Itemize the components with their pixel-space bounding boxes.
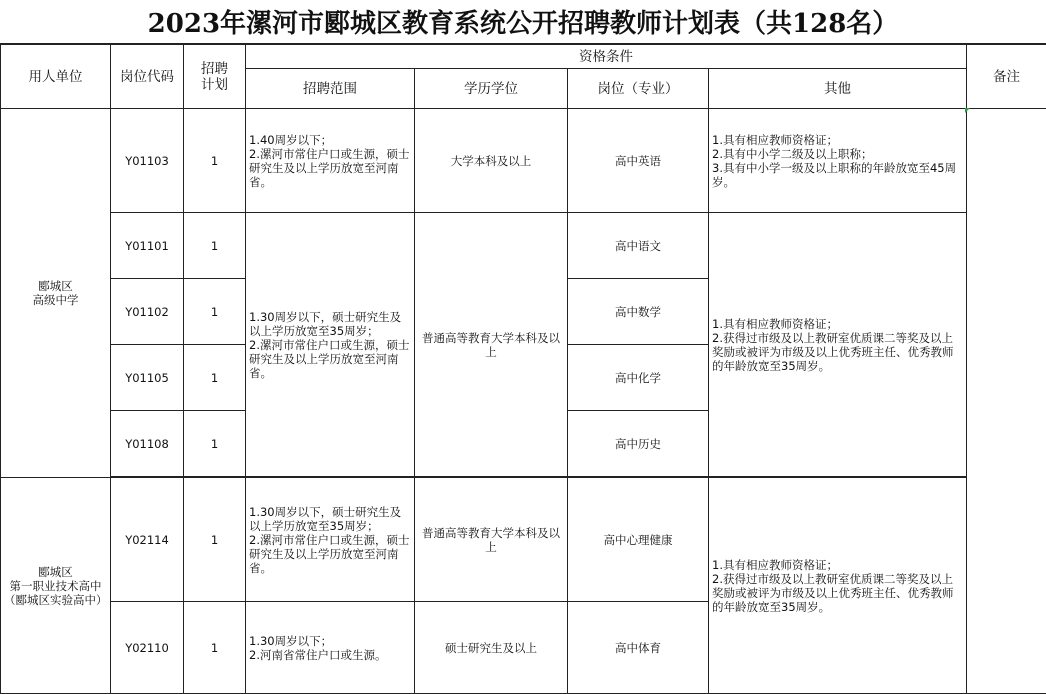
post-plan: 1: [184, 109, 246, 213]
sheet-title: 2023年漯河市郾城区教育系统公开招聘教师计划表（共128名）: [0, 0, 1046, 44]
header-scope: 招聘范围: [246, 69, 415, 109]
post-code: Y01102: [111, 279, 184, 345]
post-code: Y01108: [111, 411, 184, 477]
recruit-scope-text: 1.30周岁以下； 2.河南省常住户口或生源。: [249, 633, 387, 662]
post-subject: 高中心理健康: [568, 478, 709, 602]
other-req: [709, 213, 967, 477]
remark-cell: [967, 109, 1046, 694]
header-code: 岗位代码: [111, 45, 184, 109]
recruit-scope: [246, 478, 415, 602]
education-req: 普通高等教育大学本科及以上: [415, 478, 568, 602]
post-plan: 1: [184, 411, 246, 477]
post-subject: 高中历史: [568, 411, 709, 477]
post-code: Y02110: [111, 602, 184, 694]
other-req-text: 1.具有相应教师资格证； 2.具有中小学二级及以上职称； 3.具有中小学一级及以上职称的年龄放宽至45周岁。: [712, 132, 957, 189]
post-plan: 1: [184, 279, 246, 345]
post-code: Y01103: [111, 109, 184, 213]
recruit-scope: [246, 602, 415, 694]
header-plan-text: 招聘 计划: [201, 60, 228, 93]
header-remark: 备注: [967, 45, 1046, 109]
header-qualifications: 资格条件: [246, 45, 967, 69]
unit-name-text: 郾城区 第一职业技术高中 （郾城区实验高中）: [4, 564, 108, 607]
education-req: 普通高等教育大学本科及以上: [415, 213, 568, 477]
recruit-scope-text: 1.30周岁以下，硕士研究生及以上学历放宽至35周岁； 2.漯河市常住户口或生源，硕士研究生及以上学历放宽至河南省。: [249, 504, 410, 575]
post-plan: 1: [184, 213, 246, 279]
post-code: Y01105: [111, 345, 184, 411]
recruit-scope: [246, 109, 415, 213]
education-req: 大学本科及以上: [415, 109, 568, 213]
recruit-scope-text: 1.30周岁以下，硕士研究生及以上学历放宽至35周岁； 2.漯河市常住户口或生源，硕士研究生及以上学历放宽至河南省。: [249, 309, 410, 380]
post-plan: 1: [184, 345, 246, 411]
post-plan: 1: [184, 478, 246, 602]
post-subject: 高中英语: [568, 109, 709, 213]
post-subject: 高中化学: [568, 345, 709, 411]
unit-name-text: 郾城区 高级中学: [32, 279, 79, 307]
table-row: [1, 478, 1046, 602]
education-req: 硕士研究生及以上: [415, 602, 568, 694]
post-code: Y02114: [111, 478, 184, 602]
table-row: [1, 109, 1046, 213]
unit-name: [1, 478, 111, 694]
other-req-text: 1.具有相应教师资格证； 2.获得过市级及以上教研室优质课二等奖及以上奖励或被评为市级及以上优秀班主任、优秀教师的年龄放宽至35周岁。: [712, 316, 954, 373]
post-subject: 高中语文: [568, 213, 709, 279]
post-subject: 高中体育: [568, 602, 709, 694]
header-position: 岗位（专业）: [568, 69, 709, 109]
header-education: 学历学位: [415, 69, 568, 109]
other-req: [709, 109, 967, 213]
recruitment-table: [0, 44, 1046, 694]
other-req-text: 1.具有相应教师资格证； 2.获得过市级及以上教研室优质课二等奖及以上奖励或被评为市级及以上优秀班主任、优秀教师的年龄放宽至35周岁。: [712, 557, 954, 614]
table-row: [1, 213, 1046, 279]
header-unit: 用人单位: [1, 45, 111, 109]
post-subject: 高中数学: [568, 279, 709, 345]
header-plan: [184, 45, 246, 109]
unit-name: [1, 109, 111, 478]
other-req: [709, 478, 967, 694]
cell-comment-marker: [965, 108, 970, 113]
recruit-scope: [246, 213, 415, 477]
header-other: 其他: [709, 69, 967, 109]
post-code: Y01101: [111, 213, 184, 279]
post-plan: 1: [184, 602, 246, 694]
recruit-scope-text: 1.40周岁以下； 2.漯河市常住户口或生源，硕士研究生及以上学历放宽至河南省。: [249, 132, 410, 189]
